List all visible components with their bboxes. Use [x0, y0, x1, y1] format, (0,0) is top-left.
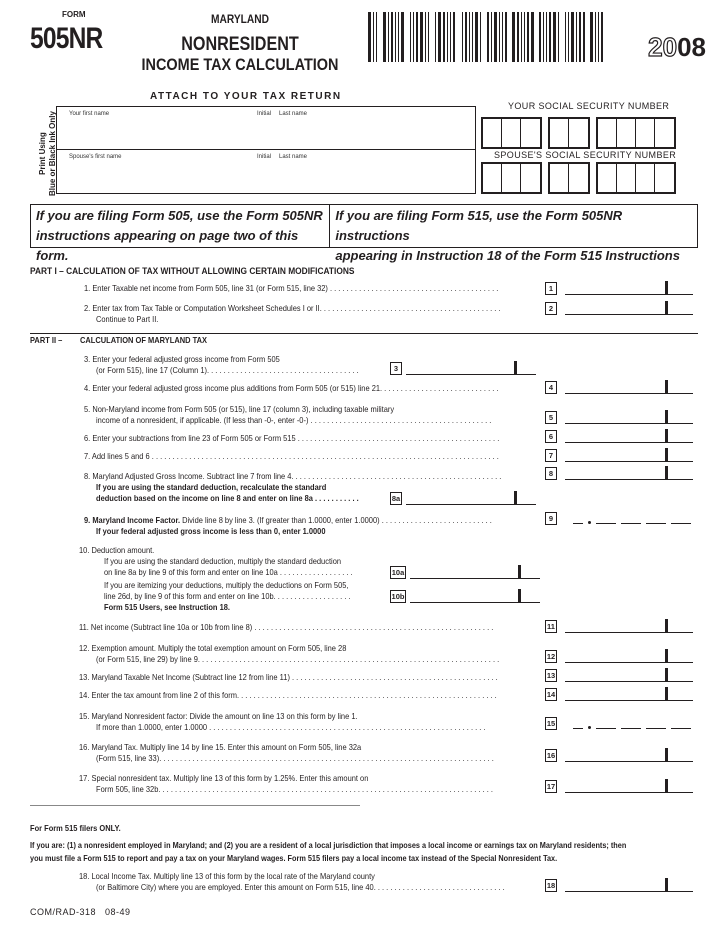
barcode-bar — [531, 12, 534, 62]
line16-text: 16. Maryland Tax. Multiply line 14 by line 15. Enter this amount on Form 505, line 32a — [79, 742, 362, 752]
cents-separator — [665, 779, 668, 793]
last-name-label: Last name — [279, 111, 308, 117]
line17-text-2: Form 505, line 32b. . . . . . . . . . . . . . . . . . . . . . . . . . . . . . . . . . . . . . . . . . . . . . . . . . . . . . . . . . . . . . . . . . . . . . . . . . . . . . . . . — [96, 784, 493, 794]
digit-slot — [646, 719, 666, 729]
barcode-bar — [521, 12, 522, 62]
line-7-label-box: 7 — [545, 449, 557, 462]
barcode-bar — [475, 12, 478, 62]
barcode-bar — [383, 12, 386, 62]
barcode-bar — [413, 12, 414, 62]
line-15-label-box: 15 — [546, 719, 556, 728]
ink-line-2: Blue or Black Ink Only — [48, 111, 57, 196]
line-15-factor-field[interactable] — [573, 719, 691, 729]
line-2-amount-field[interactable] — [565, 302, 693, 315]
line-17-amount-field[interactable] — [565, 780, 693, 793]
barcode-bar — [376, 12, 377, 62]
barcode-bar — [539, 12, 541, 62]
barcode-bar — [416, 12, 418, 62]
first-name-label: Your first name — [69, 111, 110, 117]
part2-heading: CALCULATION OF MARYLAND TAX — [80, 335, 208, 345]
form-code — [30, 907, 131, 917]
barcode-bar — [462, 12, 463, 62]
line10-text-2: If you are using the standard deduction, multiply the standard deduction — [104, 556, 342, 566]
form515-heading: For Form 515 filers ONLY. — [30, 823, 121, 833]
year-outline: 20 — [648, 32, 678, 62]
line-4-amount-field[interactable] — [565, 381, 693, 394]
line8-text: 8. Maryland Adjusted Gross Income. Subtract line 7 from line 4. . . . . . . . . . . . . . . . . . . . . . . . . . . . . . . . . . . . . . . . . . . . . . . . . . . — [84, 471, 502, 481]
barcode-bar — [494, 12, 497, 62]
barcode-bar — [435, 12, 436, 62]
line13-text: 13. Maryland Taxable Net Income (Subtract line 12 from line 11) . . . . . . . . . . . . . . . . . . . . . . . . . . . . . . . . . . . . . . . . . . . . . . . . . . — [79, 672, 498, 682]
line-18-label-box: 18 — [546, 881, 556, 890]
line-16-label-box: 16 — [546, 751, 556, 760]
barcode-bar — [499, 12, 500, 62]
line-14-amount-field[interactable] — [565, 688, 693, 701]
barcode-bar — [443, 12, 445, 62]
barcode-bar — [565, 12, 566, 62]
part1-heading: PART I – CALCULATION OF TAX WITHOUT ALLOWING CERTAIN MODIFICATIONS — [30, 266, 355, 277]
line-2-label-box: 2 — [545, 302, 557, 315]
barcode-bar — [453, 12, 455, 62]
line5-text: 5. Non-Maryland income from Form 505 (or 515), line 17 (column 3), including taxable military — [84, 404, 395, 414]
cents-separator — [665, 878, 668, 892]
line-9-factor-field[interactable] — [573, 514, 691, 524]
line12-text-2: (or Form 515, line 29) by line 9. . . . . . . . . . . . . . . . . . . . . . . . . . . . . . . . . . . . . . . . . . . . . . . . . . . . . . . . . . . . . . . . . . . . . . . . . — [96, 654, 500, 664]
line-8a-label-box: 8a — [391, 494, 401, 503]
line10-text-4: If you are itemizing your deductions, multiply the deductions on Form 505, — [104, 580, 349, 590]
barcode-bar — [512, 12, 515, 62]
line8-text-2: If you are using the standard deduction, recalculate the standard — [96, 482, 327, 492]
line-7-amount-field[interactable] — [565, 449, 693, 462]
tax-year — [648, 32, 706, 63]
spouse-ssn-label: SPOUSE'S SOCIAL SECURITY NUMBER — [494, 150, 677, 160]
line-4-label-box: 4 — [545, 381, 557, 394]
cents-separator — [665, 649, 668, 663]
line4-text: 4. Enter your federal adjusted gross income plus additions from Form 505 (or 515) line 21. . . . . . . . . . . . . . . . . . . . . . . . . . . . . — [84, 383, 499, 393]
barcode-bar — [553, 12, 556, 62]
line-5-amount-field[interactable] — [565, 411, 693, 424]
line11-text: 11. Net income (Subtract line 10a or 10b from line 8) . . . . . . . . . . . . . . . . . . . . . . . . . . . . . . . . . . . . . . . . . . . . . . . . . . . . . . . . . . — [79, 622, 494, 632]
cents-separator — [514, 491, 517, 505]
barcode-bar — [590, 12, 593, 62]
part2-label: PART II – — [30, 335, 63, 345]
spouse-name-field[interactable] — [65, 164, 469, 190]
first-name-field[interactable] — [65, 121, 469, 145]
barcode-bar — [505, 12, 507, 62]
line2-text: 2. Enter tax from Tax Table or Computation Worksheet Schedules I or II. . . . . . . . . . . . . . . . . . . . . . . . . . . . . . . . . . . . . . . . . . . . — [84, 303, 501, 313]
barcode-bar — [487, 12, 489, 62]
line10-text-3: on line 8a by line 9 of this form and enter on line 10a . . . . . . . . . . . . . . . . . . — [104, 567, 353, 577]
form-number: 505NR — [30, 22, 103, 55]
banner-left-2: instructions appearing on page two of this form. — [36, 228, 299, 263]
cents-separator — [665, 619, 668, 633]
line-11-amount-field[interactable] — [565, 620, 693, 633]
banner-right-2: appearing in Instruction 18 of the Form 515 Instructions — [335, 248, 680, 263]
digit-slot — [621, 719, 641, 729]
line-18-amount-field[interactable] — [565, 879, 693, 892]
line-5-label-box: 5 — [545, 411, 557, 424]
cents-separator — [518, 589, 521, 603]
form515-para-2: you must file a Form 515 to report and pay a tax on your Maryland wages. Form 515 filers pay a local income tax instead of the Special Nonresident Tax. — [30, 853, 558, 863]
barcode-bar — [469, 12, 470, 62]
line-17-label-box: 17 — [546, 782, 556, 791]
barcode-bar — [598, 12, 599, 62]
barcode-bar — [558, 12, 559, 62]
name-box — [56, 106, 476, 194]
line-14-label-box: 14 — [546, 690, 556, 699]
line-6-amount-field[interactable] — [565, 430, 693, 443]
line-9-label-box: 9 — [545, 512, 557, 525]
digit-slot — [671, 514, 691, 524]
cents-separator — [665, 429, 668, 443]
barcode-bar — [438, 12, 441, 62]
line12-text: 12. Exemption amount. Multiply the total exemption amount on Form 505, line 28 — [79, 643, 347, 653]
ink-line-1: Print Using — [38, 132, 47, 175]
line-8-amount-field[interactable] — [565, 467, 693, 480]
barcode-bar — [502, 12, 503, 62]
digit-slot — [671, 719, 691, 729]
barcode-bar — [546, 12, 547, 62]
line-11-label-box: 11 — [545, 620, 557, 633]
barcode-bar — [368, 12, 371, 62]
barcode-bar — [447, 12, 448, 62]
line6-text: 6. Enter your subtractions from line 23 of Form 505 or Form 515 . . . . . . . . . . . . . . . . . . . . . . . . . . . . . . . . . . . . . . . . . . . . . . . . . — [84, 433, 500, 443]
cents-separator — [665, 380, 668, 394]
form-label: FORM — [62, 10, 86, 19]
digit-slot — [596, 514, 616, 524]
barcode-bar — [465, 12, 467, 62]
cents-separator — [665, 410, 668, 424]
barcode-bar — [391, 12, 393, 62]
form-code-text: COM/RAD-318 — [30, 907, 97, 917]
spouse-initial-label: Initial — [257, 154, 272, 160]
line18-text-2: (or Baltimore City) where you are employed. Enter this amount on Form 515, line 40. . . . . . . . . . . . . . . . . . . . . . . . . . . . . . . . — [96, 882, 505, 892]
digit-slot — [621, 514, 641, 524]
line8-text-3: deduction based on the income on line 8 and enter on line 8a . . . . . . . . . . . — [96, 493, 359, 503]
barcode-bar — [395, 12, 396, 62]
cents-separator — [665, 687, 668, 701]
line10-text-6: Form 515 Users, see Instruction 18. — [104, 602, 230, 612]
line16-text-2: (Form 515, line 33). . . . . . . . . . . . . . . . . . . . . . . . . . . . . . . . . . . . . . . . . . . . . . . . . . . . . . . . . . . . . . . . . . . . . . . . . . . . . . . . . — [96, 753, 494, 763]
digit-slot — [596, 719, 616, 729]
barcode-bar — [583, 12, 585, 62]
form515-para-1: If you are: (1) a nonresident employed in Maryland; and (2) you are a resident of a local jurisdiction that imposes a local income or earnings tax on Maryland residents; then — [30, 840, 627, 850]
ssn-label: YOUR SOCIAL SECURITY NUMBER — [508, 101, 670, 111]
barcode-bar — [428, 12, 429, 62]
barcode-bar — [410, 12, 411, 62]
cents-separator — [665, 301, 668, 315]
cents-separator — [514, 361, 517, 375]
barcode-bar — [420, 12, 423, 62]
barcode-bar — [571, 12, 574, 62]
attach-instruction: ATTACH TO YOUR TAX RETURN — [150, 91, 342, 102]
line-1-amount-field[interactable] — [565, 282, 693, 295]
cents-separator — [665, 668, 668, 682]
barcode-bar — [480, 12, 481, 62]
cents-separator — [665, 466, 668, 480]
state-name: MARYLAND — [211, 12, 269, 26]
barcode-bar — [543, 12, 544, 62]
line15-text: 15. Maryland Nonresident factor: Divide the amount on line 13 on this form by line 1. — [79, 711, 358, 721]
line9-bold: 9. Maryland Income Factor. — [84, 515, 181, 525]
short-divider — [30, 805, 360, 806]
line17-text: 17. Special nonresident tax. Multiply line 13 of this form by 1.25%. Enter this amount on — [79, 773, 369, 783]
instruction-banner — [30, 204, 698, 263]
decimal-point — [588, 726, 591, 729]
line15-text-2: If more than 1.0000, enter 1.0000 . . . . . . . . . . . . . . . . . . . . . . . . . . . . . . . . . . . . . . . . . . . . . . . . . . . . . . . . . . . . . . . . . . . — [96, 722, 486, 732]
line9-text-2: If your federal adjusted gross income is less than 0, enter 1.0000 — [96, 526, 326, 536]
line3-text: 3. Enter your federal adjusted gross income from Form 505 — [84, 354, 280, 364]
line-10a-label-box: 10a — [391, 568, 405, 577]
line18-text: 18. Local Income Tax. Multiply line 13 of this form by the local rate of the Maryland county — [79, 871, 375, 881]
cents-separator — [665, 281, 668, 295]
line1-text: 1. Enter Taxable net income from Form 505, line 31 (or Form 515, line 32) . . . . . . . . . . . . . . . . . . . . . . . . . . . . . . . . . . . . . . . . . — [84, 283, 499, 293]
ink-instruction — [38, 111, 58, 196]
line-1-label-box: 1 — [545, 282, 557, 295]
title-line-2: INCOME TAX CALCULATION — [141, 55, 339, 74]
title-line-1: NONRESIDENT — [181, 34, 299, 55]
barcode-bar — [524, 12, 525, 62]
line-12-label-box: 12 — [546, 652, 556, 661]
spouse-first-name-label: Spouse's first name — [69, 154, 122, 160]
divider — [30, 333, 698, 334]
line-12-amount-field[interactable] — [565, 650, 693, 663]
barcode-bar — [579, 12, 581, 62]
cents-separator — [665, 748, 668, 762]
line3-text-2: (or Form 515), line 17 (Column 1). . . . . . . . . . . . . . . . . . . . . . . . . . . . . . . . . . . . . — [96, 365, 359, 375]
decimal-point — [588, 521, 591, 524]
barcode-bar — [595, 12, 596, 62]
line-6-label-box: 6 — [545, 430, 557, 443]
digit-slot — [573, 514, 583, 524]
banner-right-1: If you are filing Form 515, use the Form 505NR instructions — [335, 208, 623, 243]
line-8-label-box: 8 — [545, 467, 557, 480]
revision: 08-49 — [105, 907, 131, 917]
initial-label: Initial — [257, 111, 272, 117]
line5-text-2: income of a nonresident, if applicable. (If less than -0-, enter -0-) . . . . . . . . . . . . . . . . . . . . . . . . . . . . . . . . . . . . . . . . . . . . — [96, 415, 492, 425]
digit-slot — [646, 514, 666, 524]
digit-slot — [573, 719, 583, 729]
year-solid: 08 — [677, 32, 706, 62]
barcode-bar — [388, 12, 389, 62]
line9-rest: Divide line 8 by line 3. (If greater than 1.0000, enter 1.0000) . . . . . . . . . . . . . . . . . . . . . . . . . . . — [180, 515, 492, 525]
line-13-amount-field[interactable] — [565, 669, 693, 682]
line2-continue: Continue to Part II. — [96, 314, 159, 324]
cents-separator — [518, 565, 521, 579]
barcode-bar — [450, 12, 451, 62]
barcode-bar — [373, 12, 374, 62]
barcode-bar — [576, 12, 577, 62]
barcode-bar — [398, 12, 399, 62]
line10-text: 10. Deduction amount. — [79, 545, 155, 555]
line-3-label-box: 3 — [390, 362, 402, 375]
line-13-label-box: 13 — [546, 671, 556, 680]
barcode-bar — [425, 12, 426, 62]
barcode-bar — [549, 12, 551, 62]
barcode-bar — [517, 12, 519, 62]
line10-text-5: line 26d, by line 9 of this form and enter on line 10b. . . . . . . . . . . . . . . . . . . — [104, 591, 351, 601]
line7-text: 7. Add lines 5 and 6 . . . . . . . . . . . . . . . . . . . . . . . . . . . . . . . . . . . . . . . . . . . . . . . . . . . . . . . . . . . . . . . . . . . . . . . . . . . . . . . . . . . . — [84, 451, 499, 461]
spouse-ssn-field[interactable] — [481, 162, 676, 194]
ssn-field[interactable] — [481, 117, 676, 149]
line14-text: 14. Enter the tax amount from line 2 of this form. . . . . . . . . . . . . . . . . . . . . . . . . . . . . . . . . . . . . . . . . . . . . . . . . . . . . . . . . . . . . . . — [79, 690, 497, 700]
cents-separator — [665, 448, 668, 462]
banner-left-1: If you are filing Form 505, use the Form 505NR — [36, 208, 323, 223]
barcode-bar — [568, 12, 569, 62]
barcode-bar — [527, 12, 529, 62]
barcode-bar — [601, 12, 603, 62]
barcode-bar — [472, 12, 473, 62]
barcode-bar — [401, 12, 404, 62]
line9-text — [84, 515, 492, 526]
spouse-last-name-label: Last name — [279, 154, 308, 160]
barcode — [368, 12, 616, 62]
barcode-bar — [491, 12, 492, 62]
line-10b-label-box: 10b — [391, 592, 405, 601]
line-16-amount-field[interactable] — [565, 749, 693, 762]
